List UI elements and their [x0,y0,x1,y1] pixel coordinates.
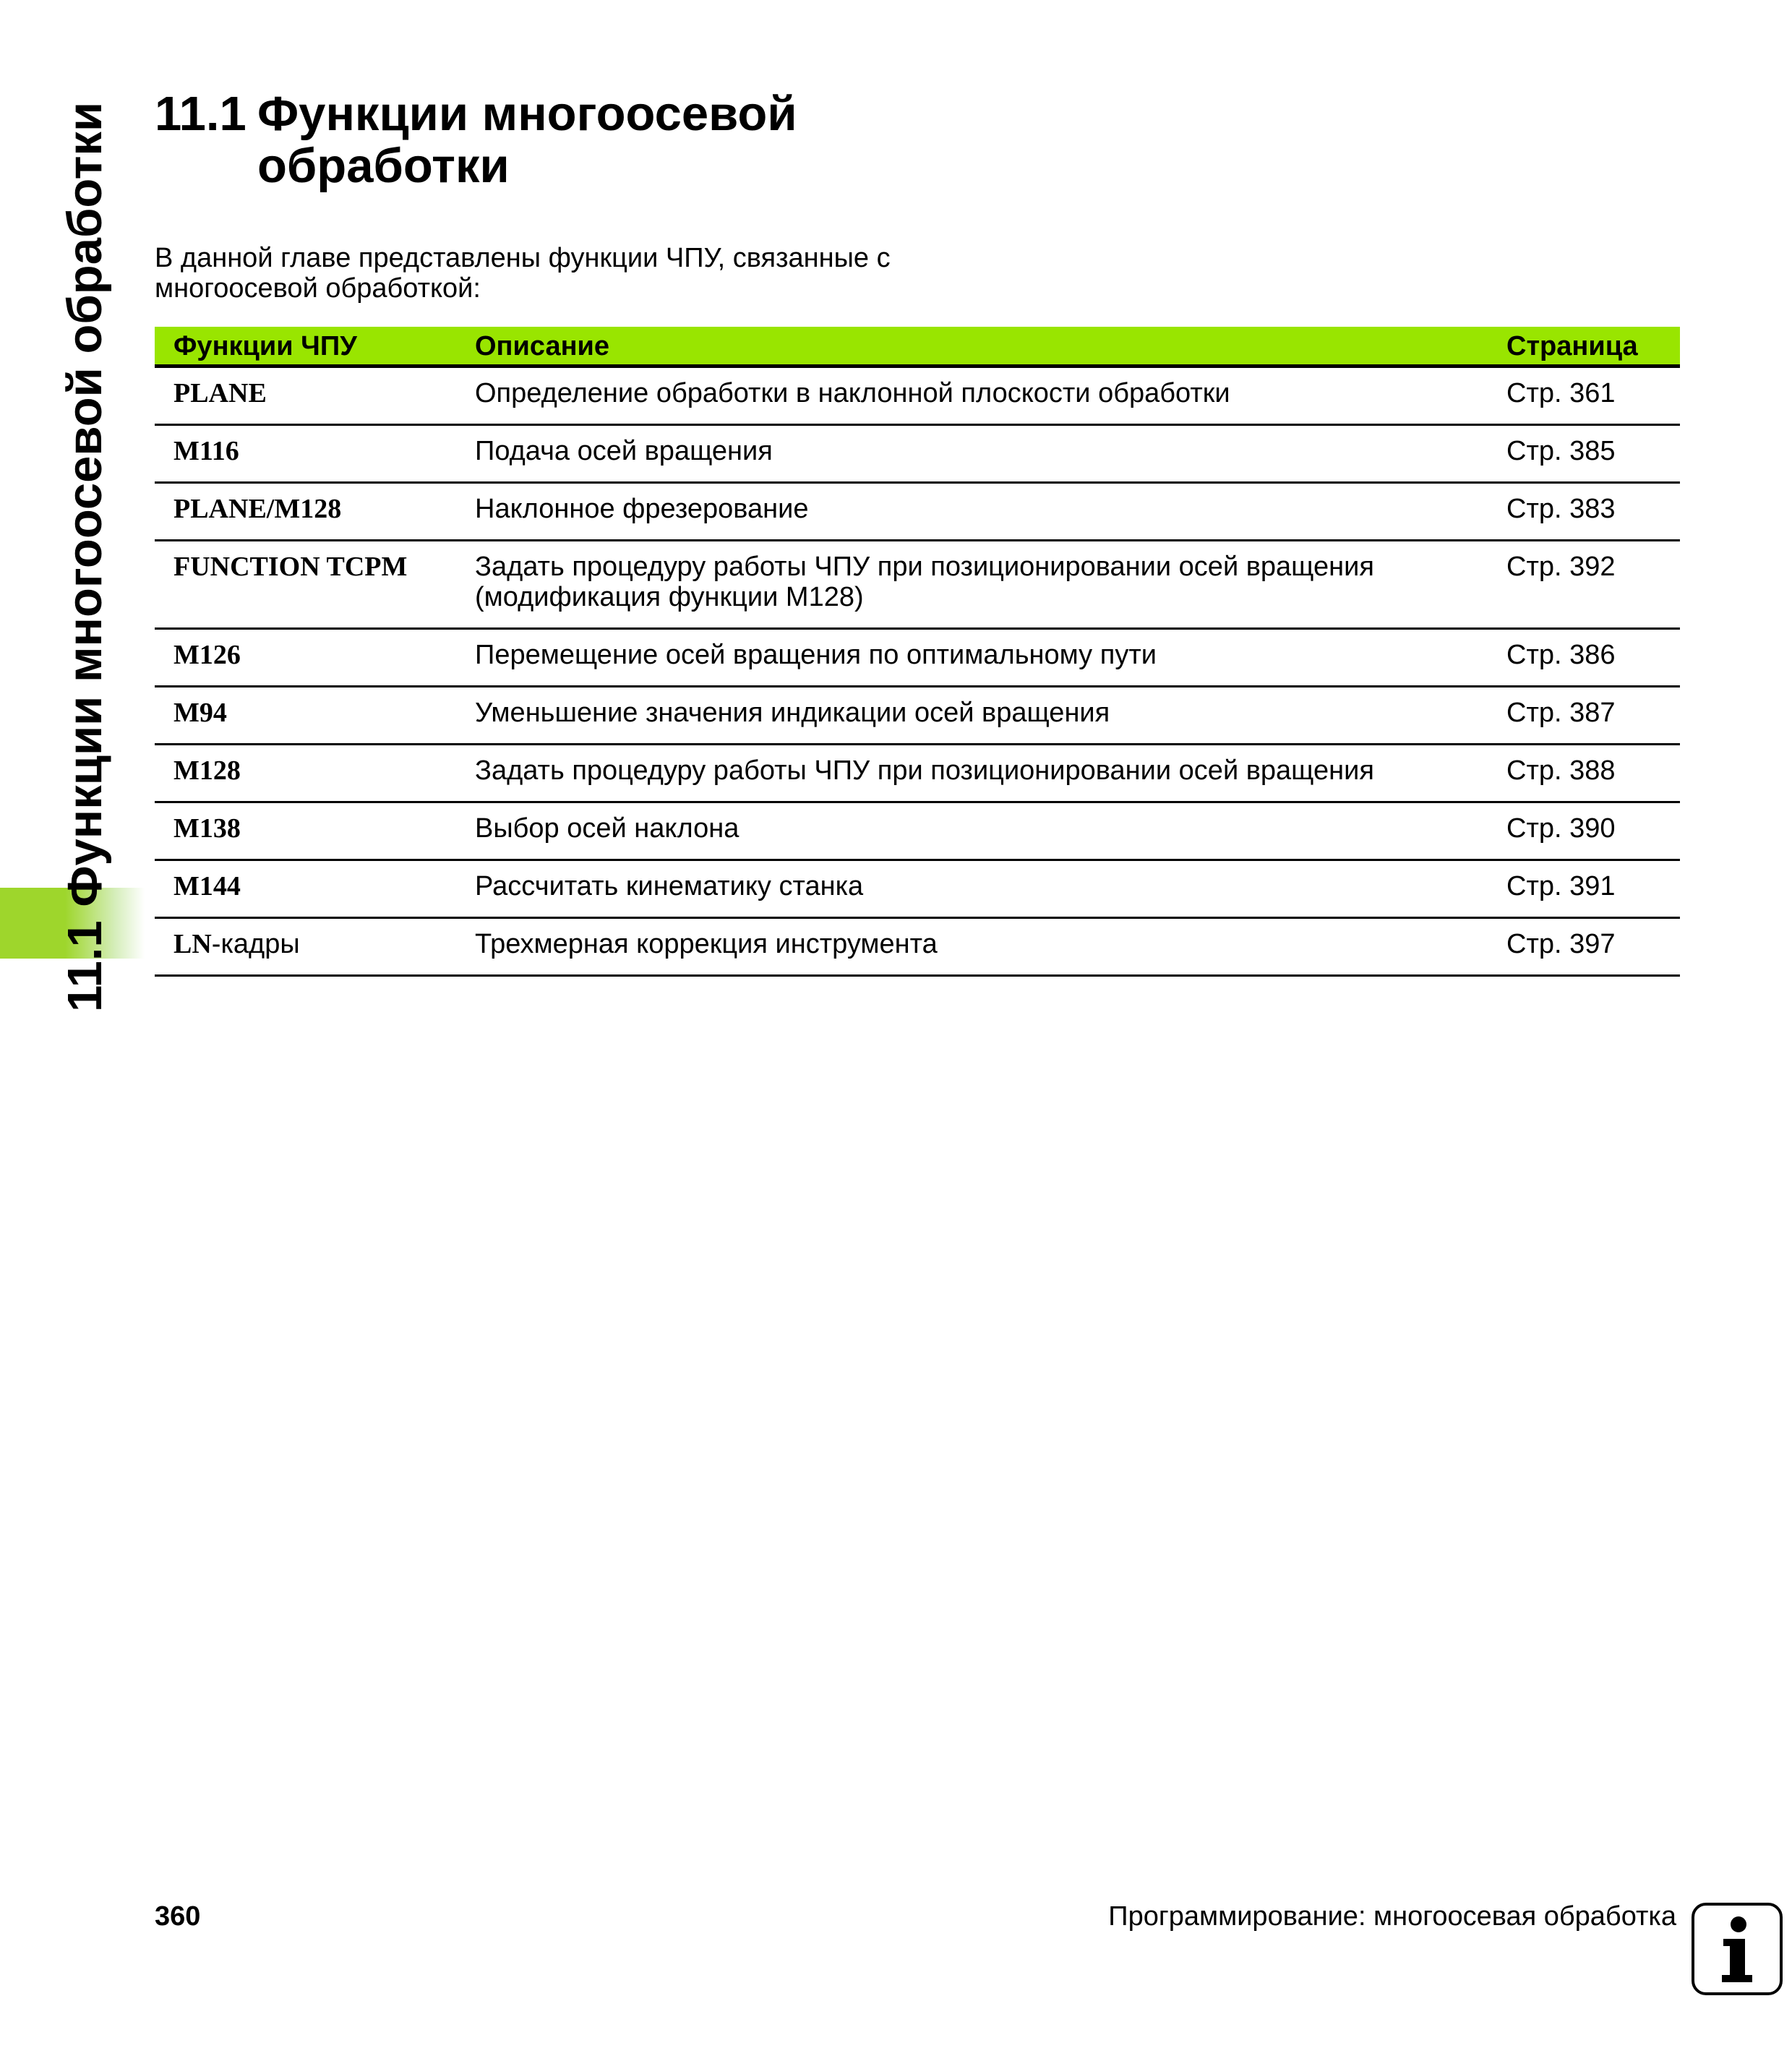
row-page-link[interactable]: Стр. 388 [1506,755,1616,786]
info-icon[interactable] [1692,1903,1783,1995]
table-row [155,630,1680,687]
row-description: Трехмерная коррекция инструмента [475,929,938,959]
table-row [155,687,1680,745]
heading-line-1 [155,88,797,140]
heading-line-2: обработки [257,139,510,193]
row-description: Подача осей вращения [475,436,773,466]
row-page-link[interactable]: Стр. 385 [1506,436,1616,466]
table-row [155,919,1680,977]
table-header [155,327,1680,368]
row-function: M94 [173,698,227,728]
row-function: M138 [173,813,241,844]
row-function: M126 [173,640,241,670]
table-row [155,426,1680,484]
table-row [155,541,1680,630]
row-function: PLANE/M128 [173,494,342,524]
row-description: Выбор осей наклона [475,813,739,844]
row-page-link[interactable]: Стр. 386 [1506,640,1616,670]
row-description: Определение обработки в наклонной плоскости обработки [475,378,1230,408]
row-function: M128 [173,755,241,786]
chapter-heading [155,88,797,192]
intro-paragraph [155,243,950,304]
side-running-title: 11.1 Функции многоосевой обработки [58,101,112,1012]
row-function: FUNCTION TCPM [173,552,408,582]
row-description: Рассчитать кинематику станка [475,871,864,901]
functions-table [155,327,1680,977]
intro-line-2: многоосевой обработкой: [155,273,481,304]
heading-text-1: Функции многоосевой [257,87,797,141]
row-description: Наклонное фрезерование [475,494,809,524]
page-number: 360 [155,1901,201,1932]
table-row [155,803,1680,861]
row-function: M144 [173,871,241,901]
row-page-link[interactable]: Стр. 387 [1506,698,1616,728]
row-description: Задать процедуру работы ЧПУ при позиционировании осей вращения [475,755,1374,786]
section-number: 11.1 [155,87,246,141]
row-function: PLANE [173,378,267,408]
row-function: M116 [173,436,239,466]
row-description: Уменьшение значения индикации осей вращения [475,698,1110,728]
info-glyph [1694,1906,1780,1992]
table-row [155,368,1680,426]
row-description: Задать процедуру работы ЧПУ при позиционировании осей вращения (модификация функции M128) [475,552,1374,612]
row-page-link[interactable]: Стр. 383 [1506,494,1616,524]
row-page-link[interactable]: Стр. 397 [1506,929,1616,959]
table-row [155,745,1680,803]
row-page-link[interactable]: Стр. 391 [1506,871,1616,901]
footer-title: Программирование: многоосевая обработка [1108,1901,1676,1932]
row-page-link[interactable]: Стр. 392 [1506,552,1616,582]
header-function: Функции ЧПУ [173,331,357,361]
table-row [155,861,1680,919]
row-page-link[interactable]: Стр. 361 [1506,378,1616,408]
row-page-link[interactable]: Стр. 390 [1506,813,1616,844]
header-description: Описание [475,331,610,361]
row-function: LN-кадры [173,929,300,959]
table-row [155,484,1680,541]
intro-line-1: В данной главе представлены функции ЧПУ, связанные с [155,243,891,273]
row-description: Перемещение осей вращения по оптимальному пути [475,640,1157,670]
header-page: Страница [1506,331,1638,361]
